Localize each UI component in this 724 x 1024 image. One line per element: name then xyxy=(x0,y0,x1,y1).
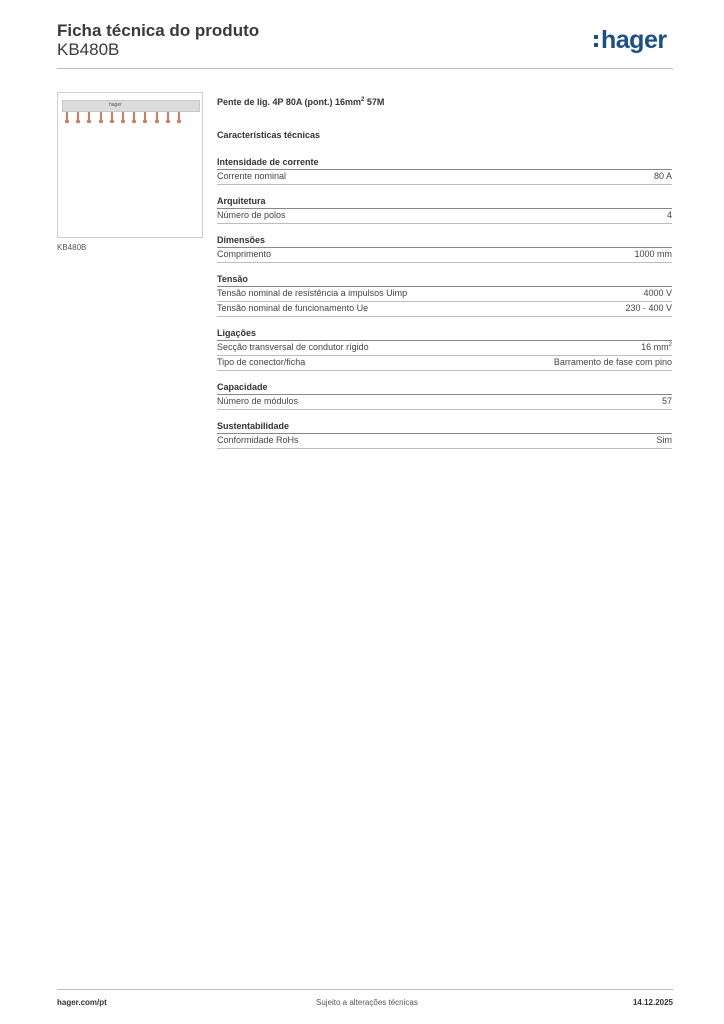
group-heading: Intensidade de corrente xyxy=(217,157,672,170)
busbar-pin xyxy=(77,112,79,121)
spec-row xyxy=(217,247,672,263)
spec-value-text: Sim xyxy=(656,435,672,445)
spec-value-text: Barramento de fase com pino xyxy=(553,357,672,367)
busbar-pin xyxy=(178,112,180,121)
spec-value xyxy=(657,435,673,445)
busbar-pin xyxy=(100,112,102,121)
busbar-pins xyxy=(66,112,196,124)
spec-value xyxy=(654,171,672,181)
footer-notice: Sujeito a alterações técnicas xyxy=(316,998,418,1007)
spec-label: Conformidade RoHs xyxy=(217,435,299,445)
group-heading: Sustentabilidade xyxy=(217,421,672,434)
product-description xyxy=(217,97,384,107)
spec-value xyxy=(643,288,672,298)
group-heading: Dimensões xyxy=(217,235,672,248)
busbar-pin xyxy=(66,112,68,121)
spec-value-text: 4000 V xyxy=(643,288,672,298)
spec-label: Comprimento xyxy=(217,249,272,259)
busbar-pin xyxy=(88,112,90,121)
busbar-pin xyxy=(111,112,113,121)
footer-divider xyxy=(57,989,673,990)
group-heading: Tensão xyxy=(217,274,672,287)
busbar-pin xyxy=(167,112,169,121)
spec-value-superscript: 2 xyxy=(668,342,672,348)
spec-label: Número de módulos xyxy=(217,396,299,406)
description-superscript: 2 xyxy=(361,97,365,103)
product-image xyxy=(57,92,203,238)
group-heading: Capacidade xyxy=(217,382,672,395)
spec-label: Secção transversal de condutor rígido xyxy=(217,342,369,352)
logo-colon-icon xyxy=(594,33,598,47)
spec-value xyxy=(667,210,672,220)
footer-date: 14.12.2025 xyxy=(632,998,673,1007)
spec-value xyxy=(625,303,672,313)
description-suffix: 57M xyxy=(364,97,385,107)
description-main: Pente de lig. 4P 80A (pont.) 16mm xyxy=(217,97,362,107)
spec-row xyxy=(217,286,672,302)
spec-value-text: 230 - 400 V xyxy=(625,303,672,313)
header-divider xyxy=(57,68,673,69)
busbar-brand-label: hager xyxy=(109,102,122,108)
spec-value xyxy=(634,249,672,259)
spec-row xyxy=(217,394,672,410)
spec-row xyxy=(217,208,672,224)
spec-label: Tensão nominal de resistência a impulsos Uimp xyxy=(217,288,408,298)
busbar-body xyxy=(62,100,200,112)
specs-title: Características técnicas xyxy=(217,130,321,140)
spec-label: Corrente nominal xyxy=(217,171,287,181)
spec-value xyxy=(641,342,672,352)
spec-row xyxy=(217,169,672,185)
spec-value xyxy=(554,357,672,367)
group-heading: Arquitetura xyxy=(217,196,672,209)
spec-value-text: 1000 mm xyxy=(634,249,672,259)
busbar-pin xyxy=(156,112,158,121)
spec-row xyxy=(217,355,672,371)
document-title: Ficha técnica do produto xyxy=(57,21,260,40)
spec-row xyxy=(217,301,672,317)
hager-logo[interactable] xyxy=(594,26,667,55)
footer-website-link[interactable]: hager.com/pt xyxy=(57,998,107,1007)
spec-row xyxy=(217,433,672,449)
busbar-pin xyxy=(122,112,124,121)
group-heading: Ligações xyxy=(217,328,672,341)
logo-text: hager xyxy=(601,26,667,54)
spec-label: Tipo de conector/ficha xyxy=(217,357,306,367)
spec-value xyxy=(662,396,672,406)
spec-label: Número de polos xyxy=(217,210,286,220)
busbar-pin xyxy=(133,112,135,121)
spec-label: Tensão nominal de funcionamento Ue xyxy=(217,303,369,313)
spec-value-text: 16 mm xyxy=(641,342,669,352)
spec-value-text: 80 A xyxy=(653,171,672,181)
busbar-pin xyxy=(144,112,146,121)
image-caption: KB480B xyxy=(57,243,87,252)
spec-value-text: 57 xyxy=(661,396,672,406)
product-code: KB480B xyxy=(57,40,120,59)
spec-row xyxy=(217,340,672,356)
spec-value-text: 4 xyxy=(666,210,672,220)
